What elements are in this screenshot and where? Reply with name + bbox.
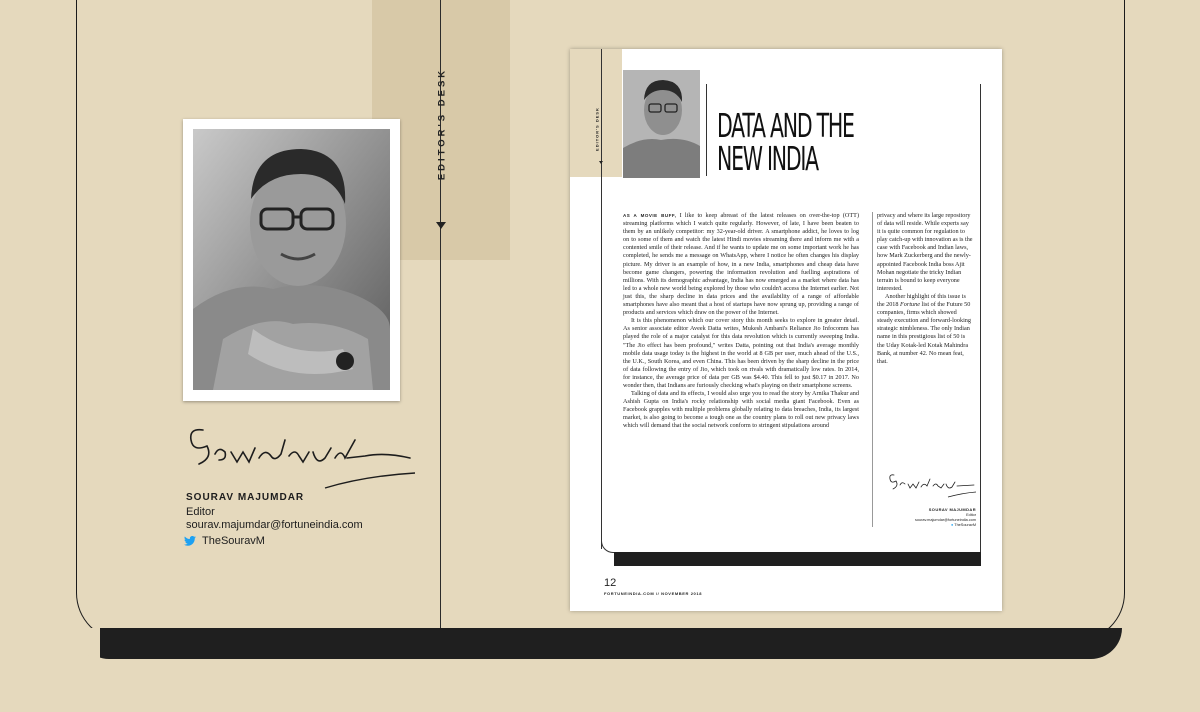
page-signature [888,469,978,501]
column-rule [872,212,873,527]
page-sig-twitter: ● TheSouravM [950,523,976,527]
page-number: 12 [604,577,617,589]
body-paragraph: AS A MOVIE BUFF, I like to keep abreast of the latest releases on over-the-top (OTT) streaming platforms which I watch quite regularly. However, of late, I have been beaten to them by an unlikely competitor: my 32-year-old driver. A smartphone addict, he loves to log on to some of them and watch the latest Hindi movies streaming there and inform me with a contented smile of their release. And if he wants to update me on some important work he has completed, he sends me a message on WhatsApp, where I notice he often changes his display picture. My driver is an example of how, in a new India, smartphones and cheap data have become game changers, powering the information revolution and fuelling aspirations of millions. With its demographic advantage, India has now emerged as a market where data has led to a whole new world being explored by those who couldn't access the Internet earlier. Not just this, the sharp decline in data prices and the availability of a range of affordable smartphones have also meant that a host of startups have now sprung up, providing a range of products and services which draw on the power of the Internet. [623,212,859,317]
page-right-rule [980,84,981,554]
editor-photo-card [183,119,400,401]
twitter-handle: TheSouravM [202,535,265,547]
page-folio: FORTUNEINDIA.COM // NOVEMBER 2018 [604,591,703,596]
page-twitter-icon: ● [950,523,954,527]
title-rule [706,84,707,176]
editor-signature [185,418,420,493]
body-paragraph: privacy and where its large repository of data will reside. While experts say it is quite common for regulation to play catch-up with innovation as is the case with Facebook and Indian laws, how Mark Zuckerberg and the newly-appointed Facebook India boss Ajit Mohan negotiate the tricky Indian terrain is bound to keep everyone interested. [877,212,973,292]
page-editor-photo [623,70,700,178]
editor-role: Editor [186,506,215,518]
editor-portrait [193,129,390,390]
page-section-label: EDITOR'S DESK [594,107,600,151]
magazine-page [570,49,1002,611]
article-body [623,212,859,431]
body-paragraph: Another highlight of this issue is the 2018 Fortune list of the Future 50 companies, firms which showed steady execution and forward-looking strategic nimbleness. The only Indian name in this prestigious list of 50 is the Uday Kotak-led Kotak Mahindra Bank, at number 42. No mean feat, that. [877,292,971,365]
editor-email[interactable]: sourav.majumdar@fortuneindia.com [186,519,363,531]
body-paragraph: Talking of data and its effects, I would also urge you to read the story by Arnika Thakur and Ashish Gupta on India's rocky relationship with social media giant Facebook. Even as Facebook grapples with multiple problems globally relating to data breaches, India, its largest market, is also going to become a tough one as the country plans to roll out new privacy laws which will demand that the social network conform to stringent stipulations around [623,390,859,430]
page-dark-band [614,552,981,566]
page-arrow-down-icon [599,161,603,164]
section-label: EDITOR'S DESK [436,67,448,181]
editor-name: SOURAV MAJUMDAR [186,492,305,503]
page-frame-curve [601,519,981,553]
article-column-2 [877,212,973,366]
arrow-down-icon [436,222,446,229]
page-sig-name: SOURAV MAJUMDAR [928,507,976,512]
body-paragraph: It is this phenomenon which our cover story this month seeks to explore in greater detail. As senior associate editor Aveek Datta writes, Mukesh Ambani's Reliance Jio Infocomm has played the role of a major catalyst for this data revolution which is currently sweeping India. "The Jio effect has been profound," writes Datta, pointing out that India's average monthly mobile data usage today is the highest in the world at 8 GB per user, much ahead of the U.S., the U.K., South Korea, and even China. This has been driven by the sharp decline in the price of data following the entry of Jio, which took on rivals with dramatically low rates. In 2014, for instance, the average price of data per GB was $4.40. This fell to just $0.17 in 2017. No wonder then, that Indians are furiously checking what's playing on their smartphone screens. [623,317,859,389]
twitter-handle-link[interactable] [184,535,265,547]
article-title: DATA AND THE NEW INDIA [717,106,854,178]
page-sig-email: sourav.majumdar@fortuneindia.com [915,518,976,522]
twitter-icon [184,536,196,546]
bottom-band [78,628,1122,659]
page-sig-role: Editor [966,513,976,517]
